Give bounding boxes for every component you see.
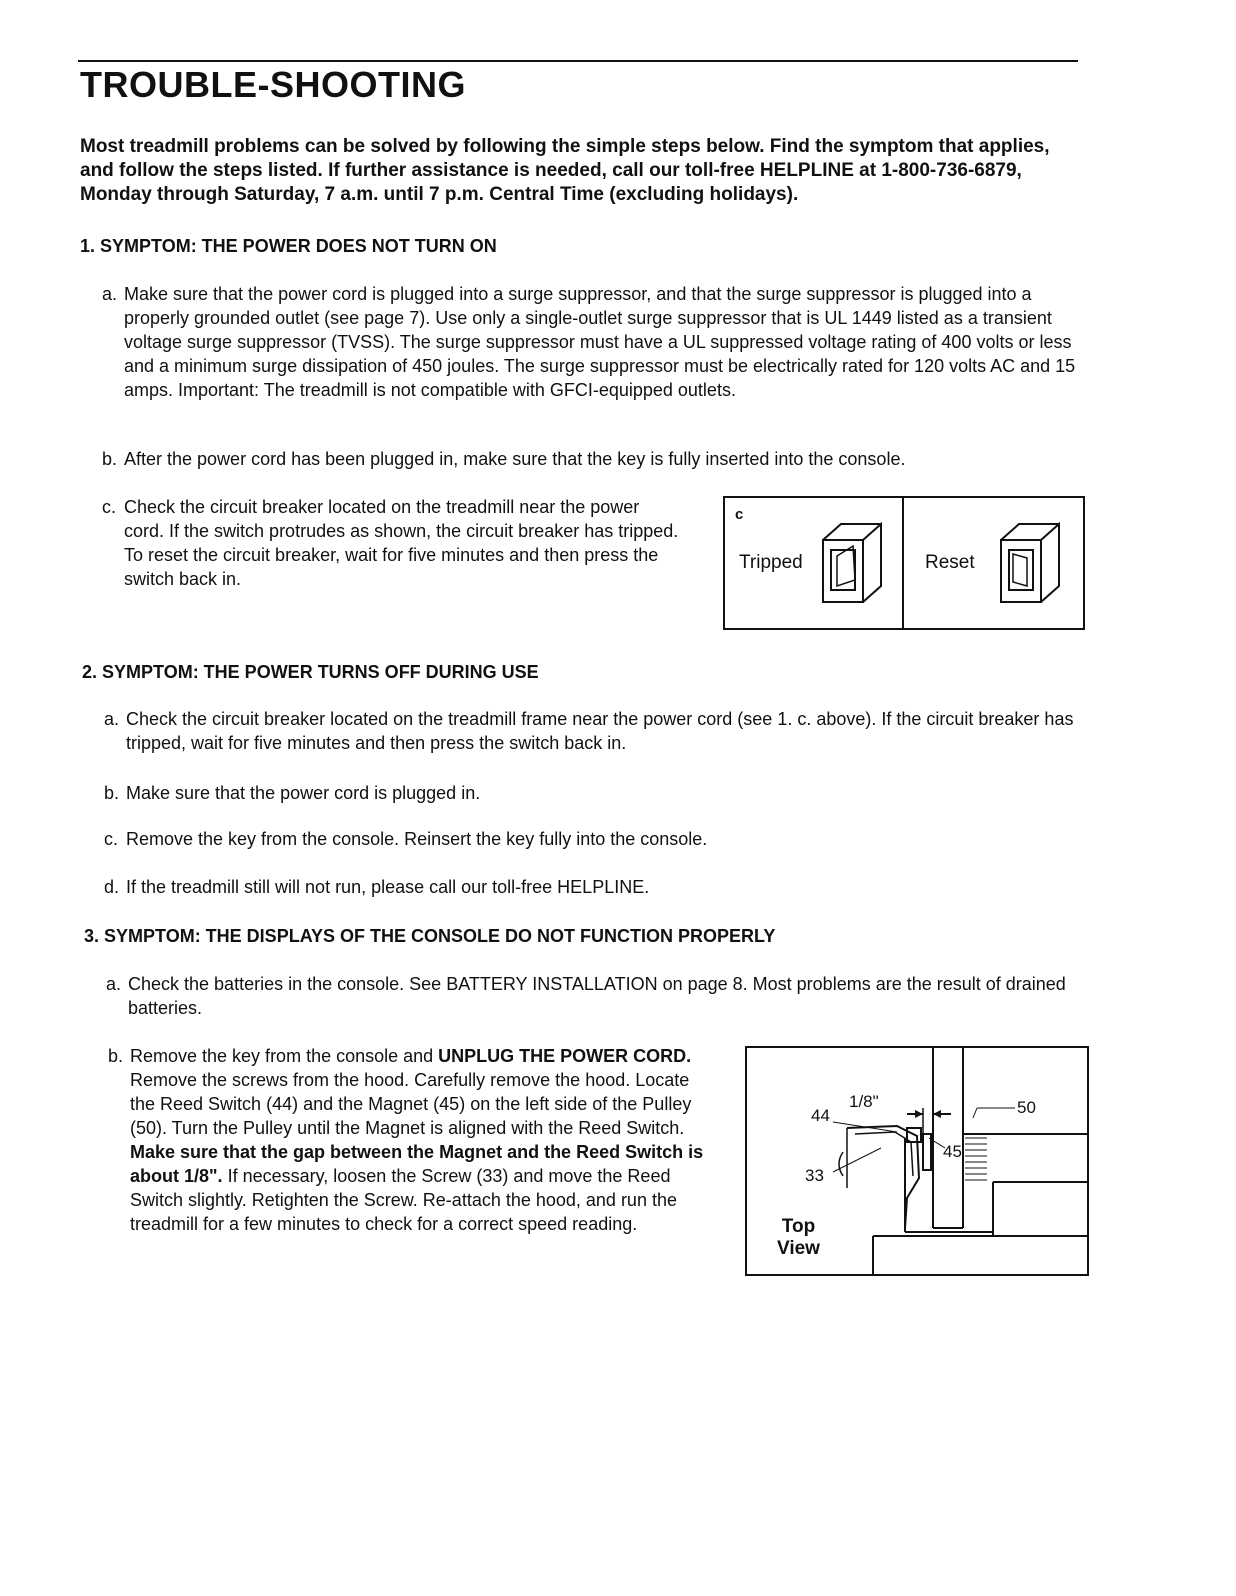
symptom-1-step-c <box>102 495 684 591</box>
reed-switch-figure <box>745 1046 1089 1276</box>
part-45-callout: 45 <box>943 1142 962 1161</box>
header-rule <box>78 60 1078 62</box>
symptom-2-step-c <box>104 827 1081 851</box>
step-label: a. <box>102 284 118 304</box>
reset-switch-icon <box>997 510 1067 606</box>
step-text: Remove the key from the console. Reinsert the key fully into the console. <box>126 829 708 849</box>
step-label: b. <box>102 449 118 469</box>
step-text: After the power cord has been plugged in, make sure that the key is fully inserted into the console. <box>124 449 906 469</box>
step-label: c. <box>102 497 117 517</box>
symptom-2-step-b <box>104 781 1081 805</box>
step-text: Make sure that the power cord is plugged into a surge suppressor, and that the surge suppressor is plugged into a properly grounded outlet (see page 7). Use only a single-outlet surge suppressor that is UL 1449 listed as a transient voltage surge suppressor (TVSS). The surge suppressor must have a UL suppressed voltage rating of 400 volts or less and a minimum surge dissipation of 450 joules. The surge suppressor must be electrically rated for 120 volts AC and 15 amps. Important: The treadmill is not compatible with GFCI-equipped outlets. <box>124 284 1076 400</box>
symptom-2-step-a <box>104 707 1081 755</box>
step-label: c. <box>104 829 119 849</box>
top-view-line-1: Top <box>781 1216 816 1237</box>
gap-callout: 1/8" <box>849 1092 879 1111</box>
symptom-1-step-a <box>102 282 1079 402</box>
symptom-1-step-b <box>102 447 1079 471</box>
circuit-breaker-figure <box>723 496 1085 630</box>
top-view-line-2: View <box>777 1238 820 1259</box>
reset-label: Reset <box>925 552 975 573</box>
step-label: b. <box>104 783 120 803</box>
step-label: a. <box>104 709 120 729</box>
symptom-3-heading: 3. SYMPTOM: THE DISPLAYS OF THE CONSOLE DO NOT FUNCTION PROPERLY <box>84 926 776 946</box>
part-33-callout: 33 <box>805 1166 824 1185</box>
figure-letter: c <box>735 506 744 523</box>
step-text-part: If necessary, loosen the Screw (33) and move the Reed Switch slightly. Retighten the Screw. Re-attach the hood, and run the treadmill for a few minutes to check for a correct speed reading. <box>130 1166 677 1234</box>
step-text: Make sure that the power cord is plugged in. <box>126 783 481 803</box>
tripped-switch-icon <box>819 510 889 606</box>
step-label: d. <box>104 877 120 897</box>
symptom-3-step-a <box>106 972 1083 1020</box>
step-text: If the treadmill still will not run, please call our toll-free HELPLINE. <box>126 877 650 897</box>
intro-paragraph: Most treadmill problems can be solved by following the simple steps below. Find the symptom that applies, and follow the steps listed. If further assistance is needed, call our toll-free HELPLINE at 1-800-736-6879, Monday through Saturday, 7 a.m. until 7 p.m. Central Time (excluding holidays). <box>80 136 1050 205</box>
top-view-label <box>777 1216 820 1260</box>
step-text-part: Remove the key from the console and <box>130 1046 439 1066</box>
figure-divider <box>902 498 904 628</box>
step-label: b. <box>108 1046 124 1066</box>
part-50-callout: 50 <box>1017 1098 1036 1117</box>
step-text: Check the circuit breaker located on the treadmill near the power cord. If the switch protrudes as shown, the circuit breaker has tripped. To reset the circuit breaker, wait for five minutes and then press the switch back in. <box>124 497 679 589</box>
step-text-part: Remove the screws from the hood. Carefully remove the hood. Locate the Reed Switch (44) and the Magnet (45) on the left side of the Pulley (50). Turn the Pulley until the Magnet is aligned with the Reed Switch. <box>130 1070 692 1138</box>
symptom-2-step-d <box>104 875 1081 899</box>
step-label: a. <box>106 974 122 994</box>
part-44-callout: 44 <box>811 1106 830 1125</box>
step-text: Check the circuit breaker located on the treadmill frame near the power cord (see 1. c. above). If the circuit breaker has tripped, wait for five minutes and then press the switch back in. <box>126 709 1074 753</box>
symptom-1-heading: 1. SYMPTOM: THE POWER DOES NOT TURN ON <box>80 236 497 256</box>
unplug-warning: UNPLUG THE POWER CORD. <box>438 1046 692 1066</box>
step-text: Check the batteries in the console. See BATTERY INSTALLATION on page 8. Most problems are the result of drained batteries. <box>128 974 1066 1018</box>
symptom-2-heading: 2. SYMPTOM: THE POWER TURNS OFF DURING USE <box>82 662 539 682</box>
page-title: TROUBLE-SHOOTING <box>80 64 466 105</box>
step-text <box>130 1044 708 1236</box>
tripped-label: Tripped <box>739 552 803 573</box>
symptom-3-step-b <box>108 1044 708 1236</box>
gap-instruction: Make sure that the gap between the Magnet and the Reed Switch is about 1/8". <box>130 1142 704 1186</box>
